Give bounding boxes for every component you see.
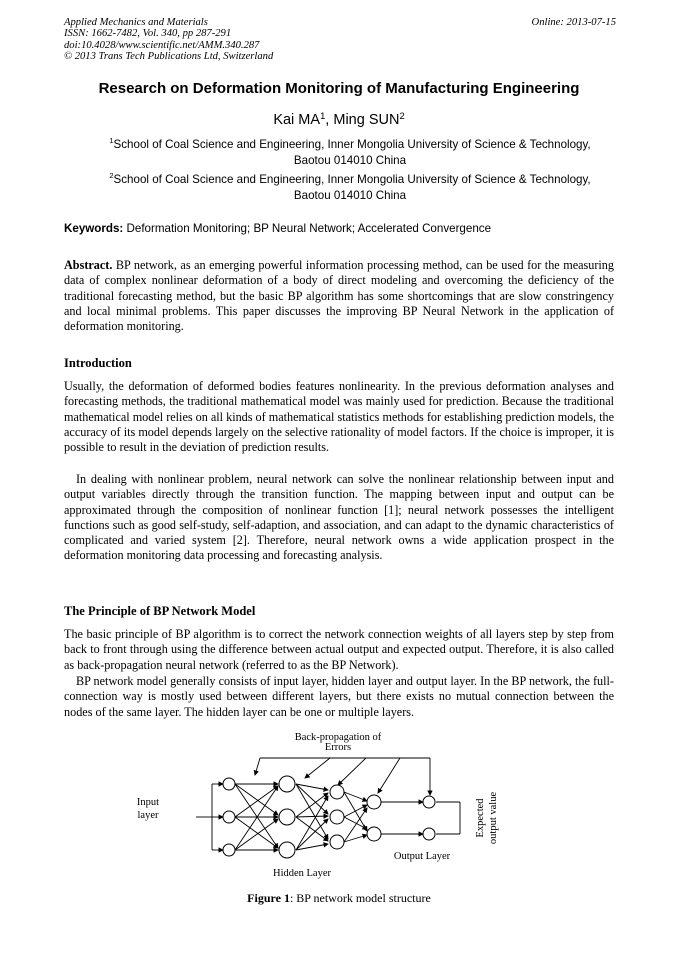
affil-line: School of Coal Science and Engineering, Inner Mongolia University of Science & Technology, xyxy=(113,173,591,186)
label-backprop-errors: Errors xyxy=(324,742,352,753)
section-heading-bp-model: The Principle of BP Network Model xyxy=(64,604,256,618)
input-node xyxy=(223,811,235,823)
abstract-label: Abstract. xyxy=(64,258,113,272)
affil-marker: 1 xyxy=(109,136,114,145)
affiliation-2 xyxy=(80,172,620,204)
output-node xyxy=(367,827,381,841)
hidden-node xyxy=(279,842,295,858)
affil-marker: 2 xyxy=(109,171,114,180)
copyright-line: © 2013 Trans Tech Publications Ltd, Switzerland xyxy=(64,50,274,62)
bp-network-diagram xyxy=(130,728,510,884)
figure-caption-text: : BP network model structure xyxy=(289,891,431,905)
affil-city: Baotou 014010 China xyxy=(293,189,407,202)
author-name: Kai MA xyxy=(273,112,321,128)
author-list xyxy=(0,112,678,128)
paper-title: Research on Deformation Monitoring of Manufacturing Engineering xyxy=(98,80,580,97)
label-input-layer: layer xyxy=(137,810,159,821)
author-affil-marker: 1 xyxy=(320,110,326,121)
hidden-node xyxy=(279,809,295,825)
label-backprop: Back-propagation of xyxy=(294,732,382,743)
journal-name: Applied Mechanics and Materials xyxy=(64,17,208,28)
comparator-node xyxy=(423,796,435,808)
hidden-node xyxy=(279,776,295,792)
abstract xyxy=(64,258,614,334)
affiliation-1 xyxy=(80,137,620,169)
author-affil-marker: 2 xyxy=(399,110,405,121)
author-separator: , xyxy=(325,112,334,128)
figure-bp-network xyxy=(130,728,510,884)
affil-city: Baotou 014010 China xyxy=(293,154,407,167)
introduction-paragraph-2: In dealing with nonlinear problem, neural network can solve the nonlinear relationship between input and output variables directly through the transition function. The mapping between input and output can be approximated through the composition of nonlinear function [1]; neural network possesses the intelligent functions such as good self-study, self-adaption, and association, and can adapt to the dynamic characteristics of complicated and varied system [2]. Therefore, neural network owns a wide application prospect in the deformation monitoring data processing and forecasting analysis. xyxy=(64,472,614,563)
comparator-node xyxy=(423,828,435,840)
hidden-node xyxy=(330,785,344,799)
journal-header xyxy=(64,17,616,62)
author-name: Ming SUN xyxy=(333,112,400,128)
hidden-node xyxy=(330,835,344,849)
keywords-text: Deformation Monitoring; BP Neural Network; Accelerated Convergence xyxy=(123,222,492,235)
section-heading-introduction: Introduction xyxy=(64,356,132,370)
label-expected-output-value: output value xyxy=(488,791,499,845)
keywords-label: Keywords: xyxy=(64,222,124,235)
doi-line: doi:10.4028/www.scientific.net/AMM.340.287 xyxy=(64,39,260,51)
figure-caption-label: Figure 1 xyxy=(247,891,290,905)
bp-paragraph-2: BP network model generally consists of input layer, hidden layer and output layer. In the BP network, the full-connection way is mostly used between different layers, but there exists no mutual connection between the nodes of the same layer. The hidden layer can be one or multiple layers. xyxy=(64,674,614,719)
label-input: Input xyxy=(136,797,160,808)
output-node xyxy=(367,795,381,809)
label-expected: Expected xyxy=(475,798,486,838)
hidden-node xyxy=(330,810,344,824)
input-node xyxy=(223,778,235,790)
label-hidden-layer: Hidden Layer xyxy=(272,868,332,879)
affil-line: School of Coal Science and Engineering, Inner Mongolia University of Science & Technology, xyxy=(113,138,591,151)
figure-caption xyxy=(0,891,678,906)
abstract-text: BP network, as an emerging powerful information processing method, can be used for the measuring data of complex nonlinear deformation of a body of direct modeling and overcoming the deficiency of the traditional forecasting method, but the basic BP algorithm has some shortcomings that are slow constringency and local minimal problems. This paper discusses the improving BP Neural Network in the application of deformation monitoring. xyxy=(64,258,614,334)
introduction-paragraph-1: Usually, the deformation of deformed bodies features nonlinearity. In the previous deformation analyses and forecasting methods, the traditional mathematical model was mainly used for prediction. Because the traditional mathematical model relies on all kinds of mathematical statistics methods for establishing prediction models, the accuracy of its model depends largely on the selective rationality of model factors. If the choice is improper, it is possible to result in the deviation of prediction results. xyxy=(64,379,614,455)
input-node xyxy=(223,844,235,856)
bp-paragraph-1: The basic principle of BP algorithm is to correct the network connection weights of all layers step by step from back to front through using the difference between actual output and expected output. Therefore, it is also called as back-propagation neural network (referred to as the BP Network). xyxy=(64,627,614,672)
keywords xyxy=(64,222,491,235)
label-output-layer: Output Layer xyxy=(393,851,451,862)
issn-line: ISSN: 1662-7482, Vol. 340, pp 287-291 xyxy=(64,28,232,40)
online-date: Online: 2013-07-15 xyxy=(531,17,616,28)
